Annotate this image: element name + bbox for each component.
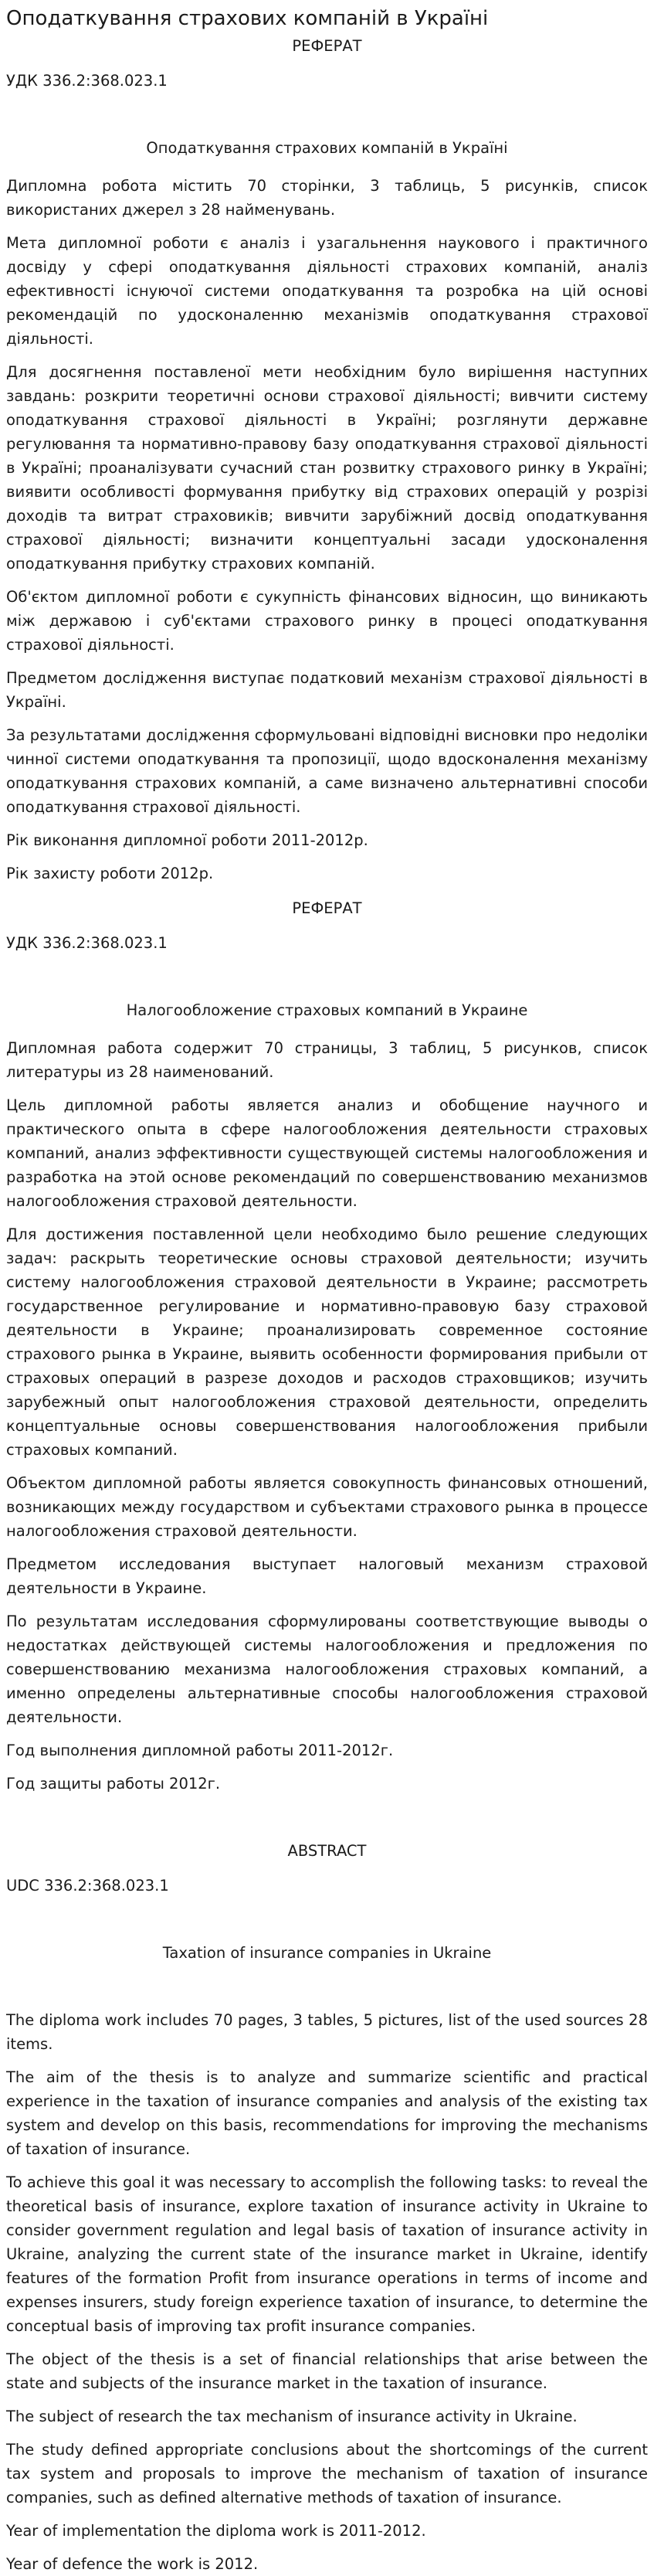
paragraph: To achieve this goal it was necessary to accomplish the following tasks: to reveal the theoretical basis of insurance, explore taxation of insurance activity in Ukraine to consider government regulation and legal basis of taxation of insurance activity in Ukraine, analyzing the current state of the insurance market in Ukraine, identify features of the formation Profit from insurance operations in terms of income and expenses insurers, study foreign experience taxation of insurance, to determine the conceptual basis of improving tax profit insurance companies.: [6, 2173, 648, 2335]
paragraph: Цель дипломной работы является анализ и обобщение научного и практического опыта в сфере налогообложения деятельности страховых компаний, анализ эффективности существующей системы налогообложения и разработка на этой основе рекомендаций по совершенствованию механизмов налогообложения страховой деятельности.: [6, 1096, 648, 1210]
paragraph: Об'єктом дипломної роботи є сукупність фінансових відносин, що виникають між державою і суб'єктами страхового ринку в процесі оподаткування страхової діяльності.: [6, 588, 648, 654]
paragraph: Предметом дослідження виступає податковий механізм страхової діяльності в Україні.: [6, 669, 648, 711]
paragraph: Предметом исследования выступает налоговый механизм страховой деятельности в Украине.: [6, 1555, 648, 1597]
paragraph: По результатам исследования сформулированы соответствующие выводы о недостатках действующей системы налогообложения и предложения по совершенствованию механизма налогообложения страховых компаний, а именно определены альтернативные способы налогообложения страховой деятельности.: [6, 1613, 648, 1726]
udk-code: УДК 336.2:368.023.1: [6, 934, 168, 952]
paragraph: Рік виконання дипломної роботи 2011-2012р.: [6, 831, 368, 849]
udk-code: УДК 336.2:368.023.1: [6, 72, 168, 90]
section-subtitle: Оподаткування страхових компаній в Україні: [146, 139, 508, 157]
paragraph: Для достижения поставленной цели необходимо было решение следующих задач: раскрыть теоретические основы страховой деятельности; изучить систему налогообложения страховой деятельности в Украине; рассмотреть государственное регулирование и нормативно-правовую базу страховой деятельности в Украине; проанализировать современное состояние страхового рынка в Украине, выявить особенности формирования прибыли от страховых операций в разрезе доходов и расходов страховщиков; изучить зарубежный опыт налогообложения страховой деятельности, определить концептуальные основы совершенствования налогообложения прибыли страховых компаний.: [6, 1225, 648, 1459]
paragraph: Объектом дипломной работы является совокупность финансовых отношений, возникающих между государством и субъектами страхового рынка в процессе налогообложения страховой деятельности.: [6, 1474, 648, 1540]
paragraph: The diploma work includes 70 pages, 3 tables, 5 pictures, list of the used sources 28 items.: [6, 2011, 648, 2053]
section-subtitle: Налогообложение страховых компаний в Украине: [126, 1001, 528, 1019]
page-title: Оподаткування страхових компаній в Україні: [6, 7, 489, 30]
paragraph: The aim of the thesis is to analyze and summarize scientific and practical experience in the taxation of insurance companies and analysis of the existing tax system and develop on this basis, recommendations for improving the mechanisms of taxation of insurance.: [6, 2068, 648, 2158]
udk-code: UDC 336.2:368.023.1: [6, 1877, 169, 1895]
section-ukrainian: [6, 34, 648, 885]
section-subtitle: Taxation of insurance companies in Ukraine: [162, 1944, 492, 1962]
section-heading: ABSTRACT: [287, 1842, 367, 1860]
section-heading: РЕФЕРАТ: [292, 899, 362, 917]
paragraph: За результатами дослідження сформульовані відповідні висновки про недоліки чинної системи оподаткування та пропозиції, щодо вдосконалення механізму оподаткування страхових компаній, а саме визначено альтернативні способи оподаткування страхової діяльності.: [6, 726, 648, 816]
section-heading: РЕФЕРАТ: [292, 37, 362, 55]
paragraph: Мета дипломної роботи є аналіз і узагальнення наукового і практичного досвіду у сфері оподаткування діяльності страхових компаній, аналіз ефективності існуючої системи оподаткування та розробка на цій основі рекомендацій по удосконаленню механізмів оподаткування страхової діяльності.: [6, 234, 648, 348]
paragraph: Рік захисту роботи 2012р.: [6, 865, 214, 882]
paragraph: Year of implementation the diploma work is 2011-2012.: [6, 2522, 426, 2540]
paragraph: The object of the thesis is a set of financial relationships that arise between the state and subjects of the insurance market in the taxation of insurance.: [6, 2350, 648, 2392]
paragraph: Дипломна робота містить 70 сторінки, 3 таблиць, 5 рисунків, список використаних джерел з 28 найменувань.: [6, 177, 648, 219]
paragraph: Дипломная работа содержит 70 страницы, 3 таблиц, 5 рисунков, список литературы из 28 наименований.: [6, 1039, 648, 1081]
section-english: [6, 1839, 648, 2576]
paragraph: Year of defence the work is 2012.: [6, 2555, 259, 2573]
paragraph: Год защиты работы 2012г.: [6, 1775, 221, 1793]
section-russian: [6, 896, 648, 1796]
paragraph: Для досягнення поставленої мети необхідним було вирішення наступних завдань: розкрити теоретичні основи страхової діяльності; вивчити систему оподаткування страхової діяльності в Україні; розглянути державне регулювання та нормативно-правову базу оподаткування страхової діяльності в Україні; проаналізувати сучасний стан розвитку страхового ринку в Україні; виявити особливості формування прибутку від страхових операцій у розрізі доходів та витрат страховиків; вивчити зарубіжний досвід оподаткування страхової діяльності; визначити концептуальні засади удосконалення оподаткування прибутку страхових компаній.: [6, 363, 648, 573]
paragraph: Год выполнения дипломной работы 2011-2012г.: [6, 1742, 394, 1759]
paragraph: The subject of research the tax mechanism of insurance activity in Ukraine.: [6, 2408, 578, 2425]
paragraph: The study defined appropriate conclusions about the shortcomings of the current tax system and proposals to improve the mechanism of taxation of insurance companies, such as defined alternative methods of taxation of insurance.: [6, 2441, 648, 2506]
